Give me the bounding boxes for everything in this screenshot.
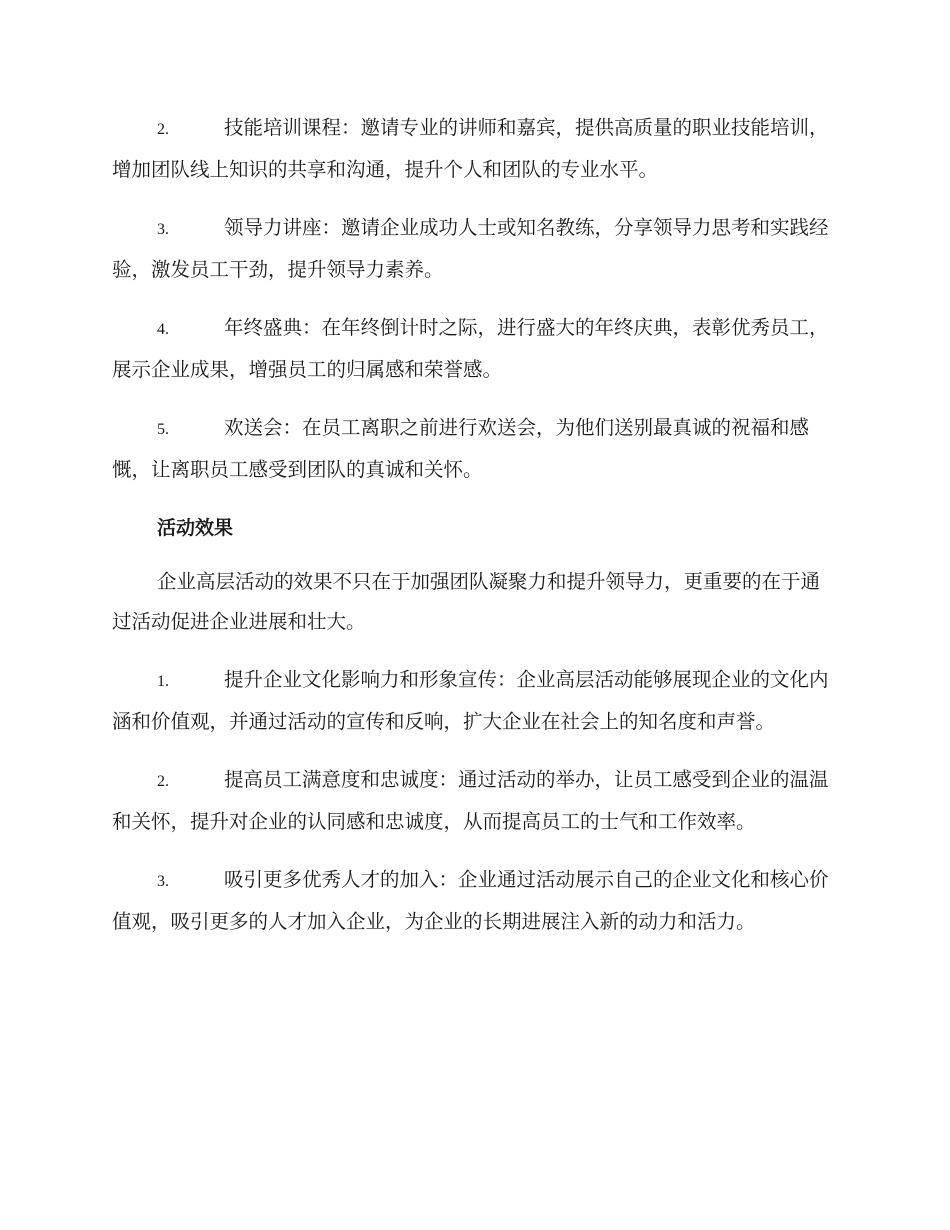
list-item [112, 860, 832, 942]
list-number: 2. [157, 773, 169, 790]
section-heading: 活动效果 [157, 517, 234, 539]
list-number: 4. [157, 321, 169, 338]
list-text: 提高员工满意度和忠诚度：通过活动的举办，让员工感受到企业的温温和关怀，提升对企业的认同感和忠诚度，从而提高员工的士气和工作效率。 [112, 768, 829, 833]
list-number: 5. [157, 421, 169, 438]
activity-list [112, 108, 832, 490]
list-item [112, 208, 832, 290]
list-text: 技能培训课程：邀请专业的讲师和嘉宾，提供高质量的职业技能培训，增加团队线上知识的共享和沟通，提升个人和团队的专业水平。 [112, 116, 829, 181]
list-number: 3. [157, 221, 169, 238]
list-text: 年终盛典：在年终倒计时之际，进行盛大的年终庆典，表彰优秀员工，展示企业成果，增强员工的归属感和荣誉感。 [112, 316, 829, 381]
list-text: 欢送会：在员工离职之前进行欢送会，为他们送别最真诚的祝福和感慨，让离职员工感受到团队的真诚和关怀。 [112, 416, 810, 481]
intro-paragraph: 企业高层活动的效果不只在于加强团队凝聚力和提升领导力，更重要的在于通过活动促进企业进展和壮大。 [112, 570, 821, 633]
list-text: 领导力讲座：邀请企业成功人士或知名教练，分享领导力思考和实践经验，激发员工干劲，提升领导力素养。 [112, 216, 829, 281]
list-item [112, 308, 832, 390]
list-item [112, 760, 832, 842]
list-number: 1. [157, 673, 169, 690]
list-number: 3. [157, 873, 169, 890]
list-text: 提升企业文化影响力和形象宣传：企业高层活动能够展现企业的文化内涵和价值观，并通过活动的宣传和反响，扩大企业在社会上的知名度和声誉。 [112, 668, 829, 733]
list-item [112, 108, 832, 190]
list-text: 吸引更多优秀人才的加入：企业通过活动展示自己的企业文化和核心价值观，吸引更多的人才加入企业，为企业的长期进展注入新的动力和活力。 [112, 868, 829, 933]
effect-list [112, 660, 832, 942]
document-body [112, 108, 832, 960]
list-number: 2. [157, 121, 169, 138]
list-item [112, 408, 832, 490]
list-item [112, 660, 832, 742]
